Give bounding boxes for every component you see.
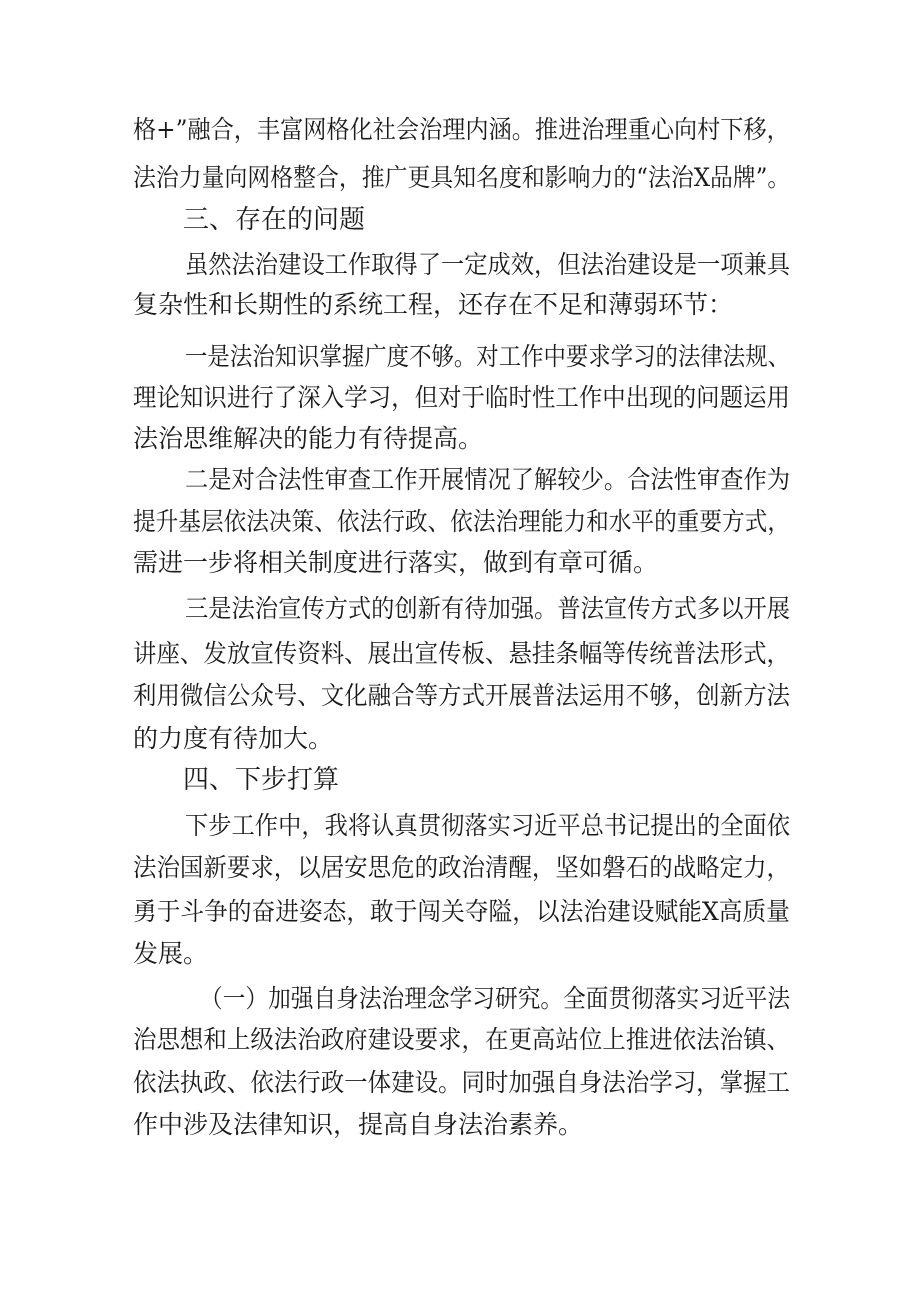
line-text: 利用微信公众号、文化融合等方式开展普法运用不够，创新方法 [133, 681, 791, 710]
line-text: 法治思维解决的能力有待提高。 [133, 424, 484, 453]
line-text: 下步工作中，我将认真贯彻落实习近平总书记提出的全面依 [185, 811, 791, 840]
paragraph-line [0, 1063, 920, 1103]
paragraph-line [0, 1105, 920, 1145]
paragraph-line [0, 502, 920, 542]
line-text: 勇于斗争的奋进姿态，敢于闯关夺隘，以法治建设赋能X高质量 [133, 897, 790, 926]
paragraph-line [0, 419, 920, 459]
line-text: 虽然法治建设工作取得了一定成效，但法治建设是一项兼具 [185, 250, 791, 279]
paragraph-line [0, 676, 920, 716]
paragraph-line [0, 378, 920, 418]
line-text: 三是法治宣传方式的创新有待加强。普法宣传方式多以开展 [185, 594, 791, 623]
paragraph-line [0, 158, 920, 198]
line-text: 法治力量向网格整合，推广更具知名度和影响力的“法治X品牌”。 [133, 163, 791, 192]
paragraph-line [0, 848, 920, 888]
line-text: 讲座、发放宣传资料、展出宣传板、悬挂条幅等传统普法形式， [133, 639, 791, 668]
line-text: 依法执政、依法行政一体建设。同时加强自身法治学习，掌握工 [133, 1068, 791, 1097]
line-text: 需进一步将相关制度进行落实，做到有章可循。 [133, 548, 659, 577]
line-text: 发展。 [133, 939, 209, 968]
paragraph-line [0, 285, 920, 325]
line-text: 理论知识进行了深入学习，但对于临时性工作中出现的问题运用 [133, 383, 791, 412]
line-text: 的力度有待加大。 [133, 724, 334, 753]
line-text: 作中涉及法律知识，提高自身法治素养。 [133, 1110, 584, 1139]
heading-text: 四、下步打算 [183, 765, 340, 795]
line-text: 二是对合法性审查工作开展情况了解较少。合法性审查作为 [185, 465, 791, 494]
paragraph-line [0, 892, 920, 932]
paragraph-line [0, 806, 920, 846]
paragraph-line [0, 934, 920, 974]
paragraph-line [0, 589, 920, 629]
line-text: 一是法治知识掌握广度不够。对工作中要求学习的法律法规、 [185, 342, 791, 371]
paragraph-line [0, 245, 920, 285]
line-text: 提升基层依法决策、依法行政、依法治理能力和水平的重要方式， [133, 507, 791, 536]
line-text: 治思想和上级法治政府建设要求，在更高站位上推进依法治镇、 [133, 1025, 791, 1054]
paragraph-line [0, 719, 920, 759]
line-text: 复杂性和长期性的系统工程，还存在不足和薄弱环节： [133, 290, 734, 319]
section-heading-problems [0, 200, 920, 240]
paragraph-line [0, 1020, 920, 1060]
paragraph-line [0, 979, 920, 1019]
line-text: （一）加强自身法治理念学习研究。全面贯彻落实习近平法 [200, 984, 791, 1013]
paragraph-line [0, 543, 920, 583]
paragraph-line [0, 460, 920, 500]
heading-text: 三、存在的问题 [183, 205, 366, 235]
line-text: 格+”融合，丰富网格化社会治理内涵。推进治理重心向村下移， [133, 115, 790, 144]
section-heading-next-steps [0, 760, 920, 800]
paragraph-line [0, 110, 920, 150]
paragraph-line [0, 634, 920, 674]
paragraph-line [0, 337, 920, 377]
line-text: 法治国新要求，以居安思危的政治清醒，坚如磐石的战略定力， [133, 853, 791, 882]
